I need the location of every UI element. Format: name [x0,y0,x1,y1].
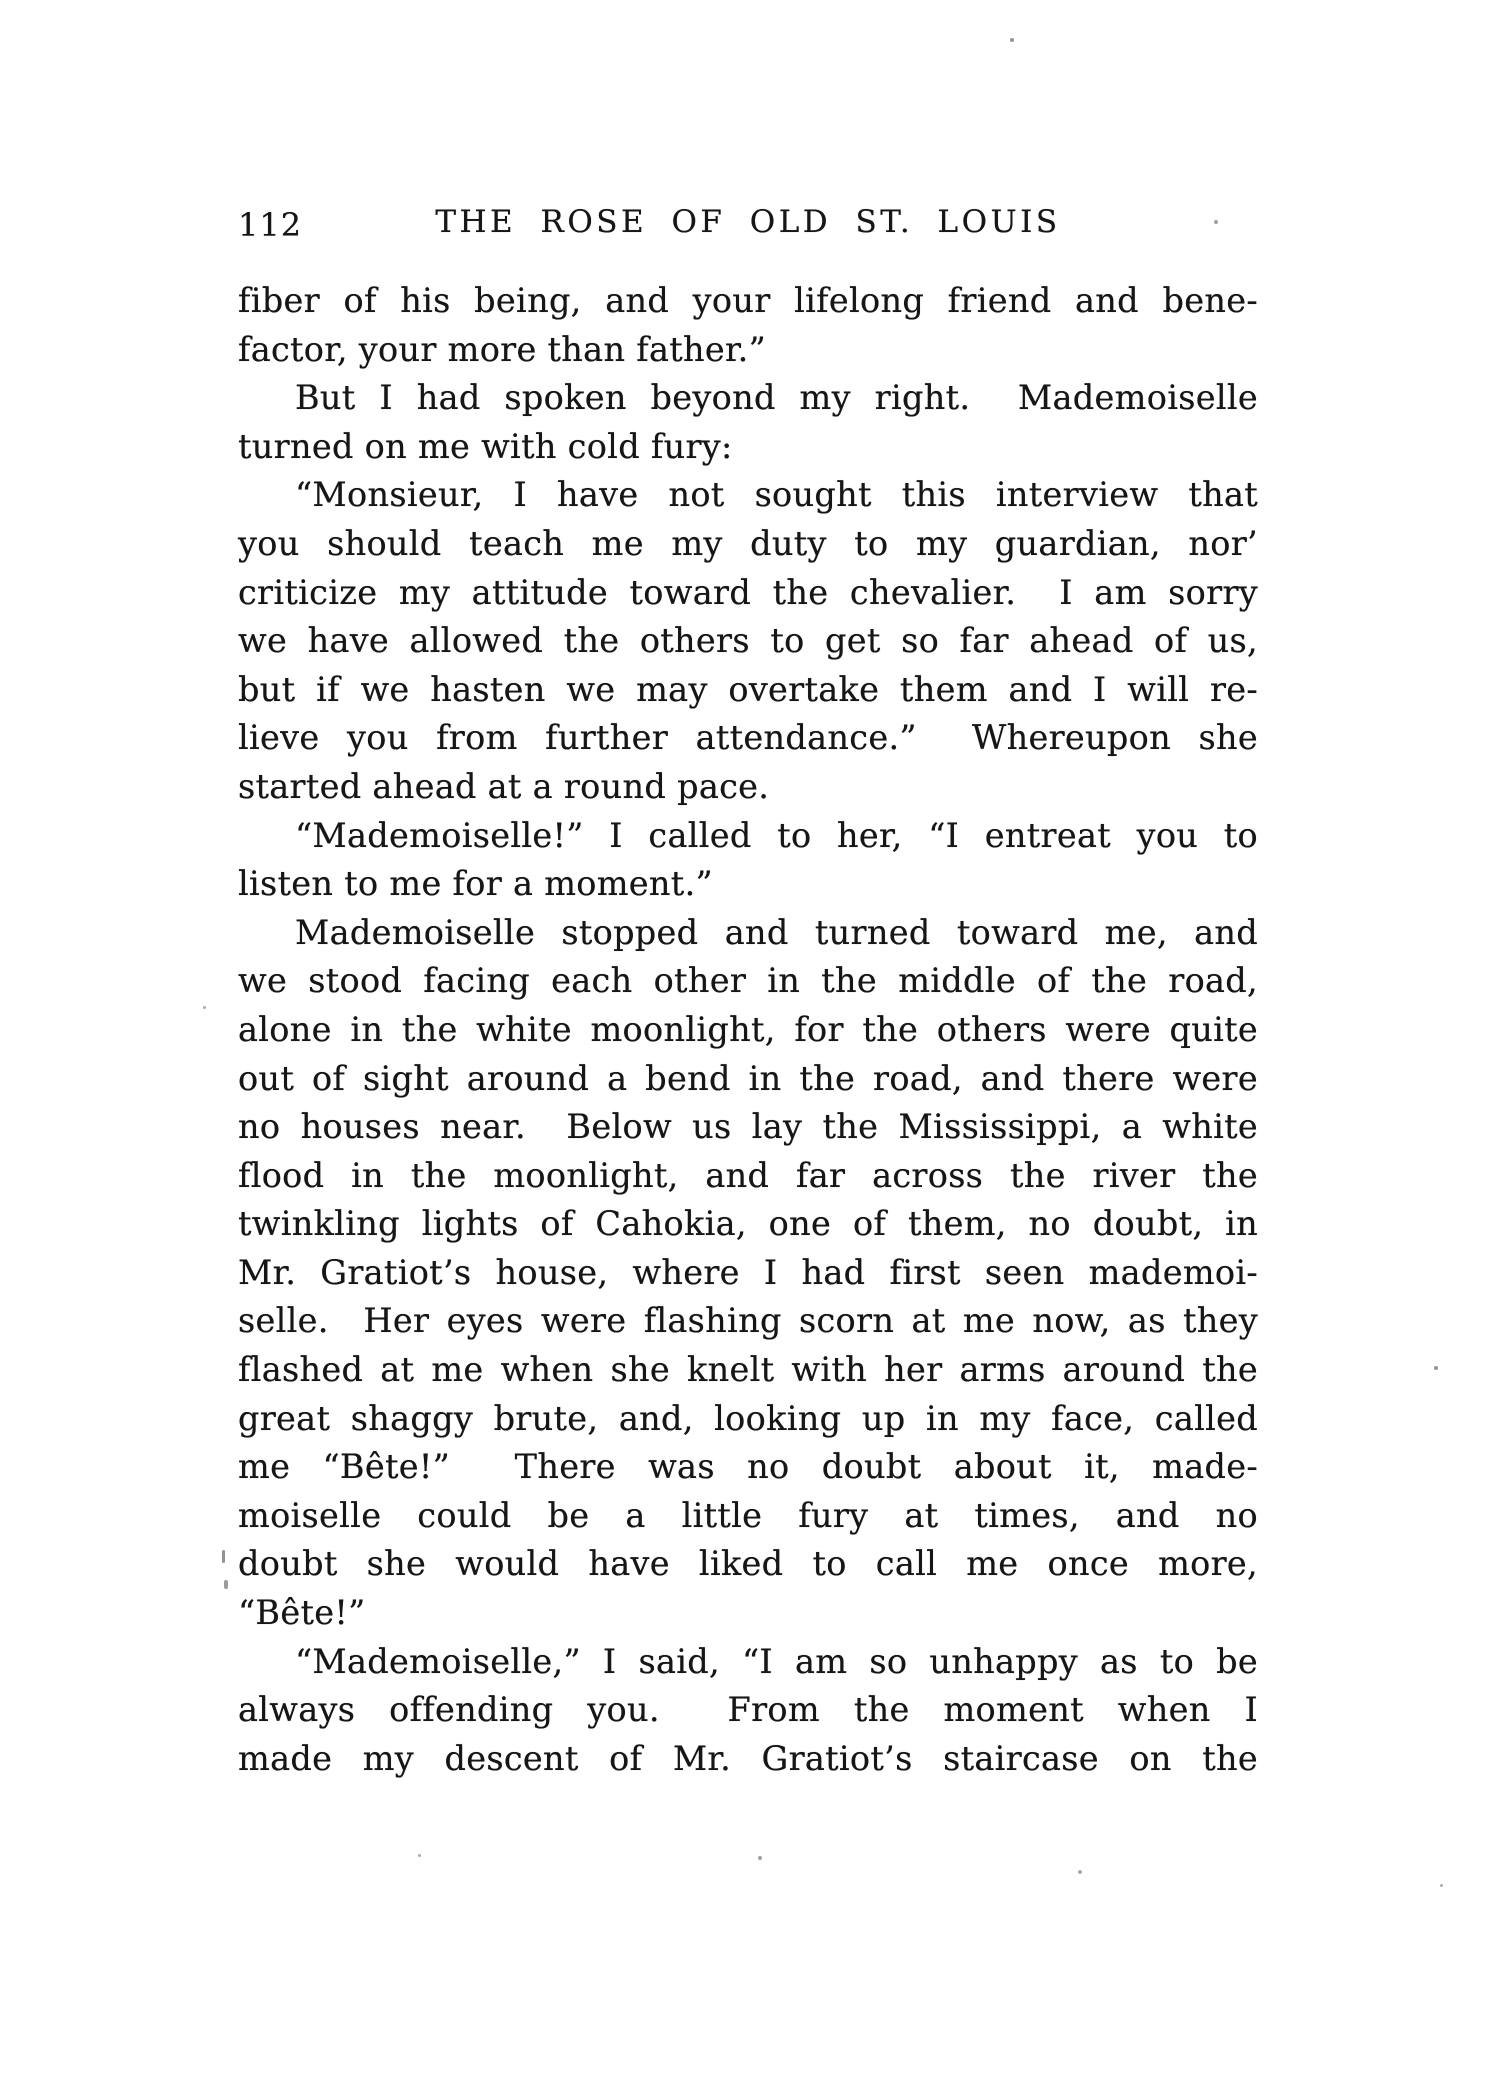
text-line: But I had spoken beyond my right. Mademoiselle [295,378,1258,418]
text-line: selle. Her eyes were flashing scorn at me now, as they [238,1301,1258,1341]
text-line: listen to me for a moment.” [238,864,713,904]
scan-speck [1010,38,1014,42]
text-line: you should teach me my duty to my guardian, nor’ [238,523,1258,563]
scan-speck [1078,1870,1082,1874]
text-line: lieve you from further attendance.” Whereupon she [238,718,1258,758]
text-line: fiber of his being, and your lifelong friend and bene- [238,281,1258,320]
text-line: we stood facing each other in the middle of the road, [238,961,1258,1001]
text-line: flood in the moonlight, and far across the river the [238,1155,1258,1195]
scan-speck [1434,1366,1438,1370]
text-line: Mr. Gratiot’s house, where I had first seen mademoi- [238,1252,1258,1292]
text-line: “Bête!” [238,1593,366,1633]
text-line: out of sight around a bend in the road, and there were [238,1058,1258,1098]
text-line: Mademoiselle stopped and turned toward me, and [295,912,1258,952]
scan-speck [222,1550,225,1563]
text-line: started ahead at a round pace. [238,766,770,806]
page-number: 112 [238,206,303,244]
text-line: me “Bête!” There was no doubt about it, made- [238,1447,1258,1487]
scan-speck [758,1856,762,1860]
text-line: always offending you. From the moment when I [238,1690,1258,1730]
text-line: flashed at me when she knelt with her arms around the [238,1350,1258,1390]
scan-speck [224,1580,228,1589]
text-line: no houses near. Below us lay the Mississippi, a white [238,1107,1258,1147]
text-line: made my descent of Mr. Gratiot’s staircase on the [238,1738,1258,1778]
text-line: doubt she would have liked to call me once more, [238,1544,1258,1584]
text-line: moiselle could be a little fury at times, and no [238,1495,1258,1535]
text-line: factor, your more than father.” [238,329,767,369]
text-line: “Mademoiselle!” I called to her, “I entreat you to [295,815,1258,855]
text-line: we have allowed the others to get so far ahead of us, [238,621,1258,661]
scan-speck [203,1006,206,1009]
text-line: great shaggy brute, and, looking up in my face, called [238,1398,1258,1438]
text-line: but if we hasten we may overtake them and I will re- [238,669,1258,709]
text-line: criticize my attitude toward the chevalier. I am sorry [238,572,1258,612]
scan-speck [1214,220,1218,224]
text-line: twinkling lights of Cahokia, one of them, no doubt, in [238,1204,1258,1244]
scan-speck [418,1854,421,1857]
text-line: turned on me with cold fury: [238,426,733,466]
running-title: THE ROSE OF OLD ST. LOUIS [435,204,1061,240]
page-header [238,204,1258,248]
text-block [238,277,1258,1783]
scan-speck [1440,1884,1443,1887]
text-line: alone in the white moonlight, for the others were quite [238,1009,1258,1049]
text-line: “Monsieur, I have not sought this interview that [295,475,1258,515]
text-line: “Mademoiselle,” I said, “I am so unhappy as to be [295,1641,1258,1681]
